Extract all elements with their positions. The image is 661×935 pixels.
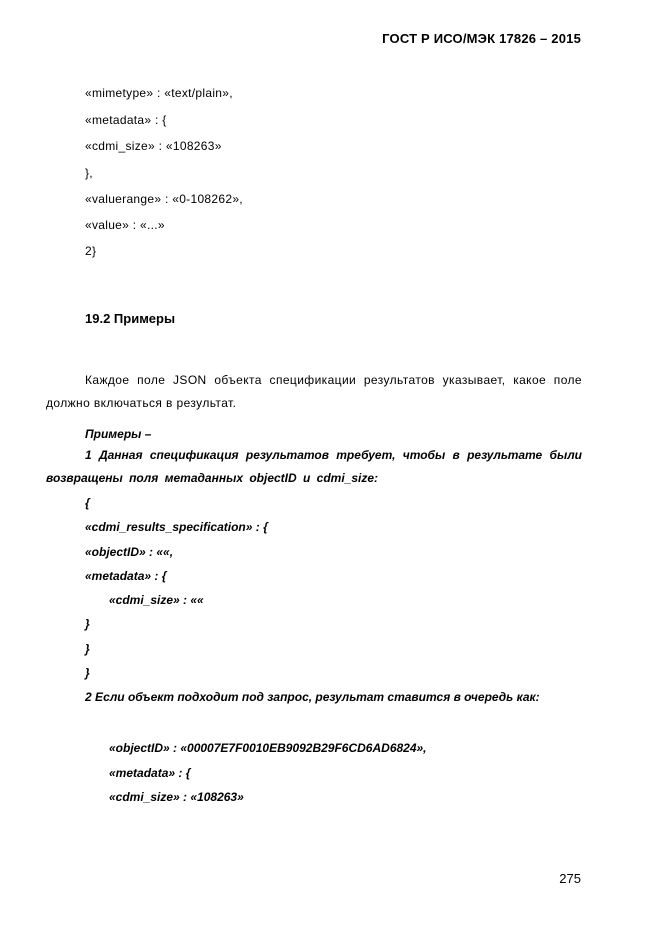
code-line-value: «value» : «...»	[85, 218, 165, 232]
example-1-code-line: «metadata» : {	[85, 569, 167, 583]
example-2-text: 2 Если объект подходит под запрос, результат ставится в очередь как:	[85, 690, 540, 704]
code-line-cdmi-size: «cdmi_size» : «108263»	[85, 139, 222, 153]
example-1-code-line: }	[85, 617, 90, 631]
example-1-code-line: }	[85, 666, 90, 680]
example-2-code-line: «metadata» : {	[109, 766, 191, 780]
code-line-metadata: «metadata» : {	[85, 113, 167, 127]
examples-label: Примеры –	[85, 427, 152, 441]
example-1-code-line: «cdmi_size» : ««	[109, 593, 204, 607]
code-line-end: 2}	[85, 244, 97, 258]
code-line-mimetype: «mimetype» : «text/plain»,	[85, 86, 233, 100]
example-1-code-line: {	[85, 496, 90, 510]
code-line-close-brace: },	[85, 166, 93, 180]
example-1-code-line: «objectID» : ««,	[85, 545, 174, 559]
code-line-valuerange: «valuerange» : «0-108262»,	[85, 192, 243, 206]
body-paragraph: Каждое поле JSON объекта спецификации результатов указывает, какое поле должно включаться в результат.	[46, 373, 582, 410]
section-heading: 19.2 Примеры	[85, 311, 176, 326]
example-1-code-line: «cdmi_results_specification» : {	[85, 520, 268, 534]
example-1-code-line: }	[85, 642, 90, 656]
page-number: 275	[559, 871, 581, 886]
document-header: ГОСТ Р ИСО/МЭК 17826 – 2015	[382, 31, 581, 46]
example-2-code-line: «cdmi_size» : «108263»	[109, 790, 244, 804]
example-1-text: 1 Данная спецификация результатов требует, чтобы в результате были возвращены поля метаданных objectID и cdmi_size:	[46, 448, 582, 485]
example-2-code-line: «objectID» : «00007E7F0010EB9092B29F6CD6AD6824»,	[109, 741, 427, 755]
